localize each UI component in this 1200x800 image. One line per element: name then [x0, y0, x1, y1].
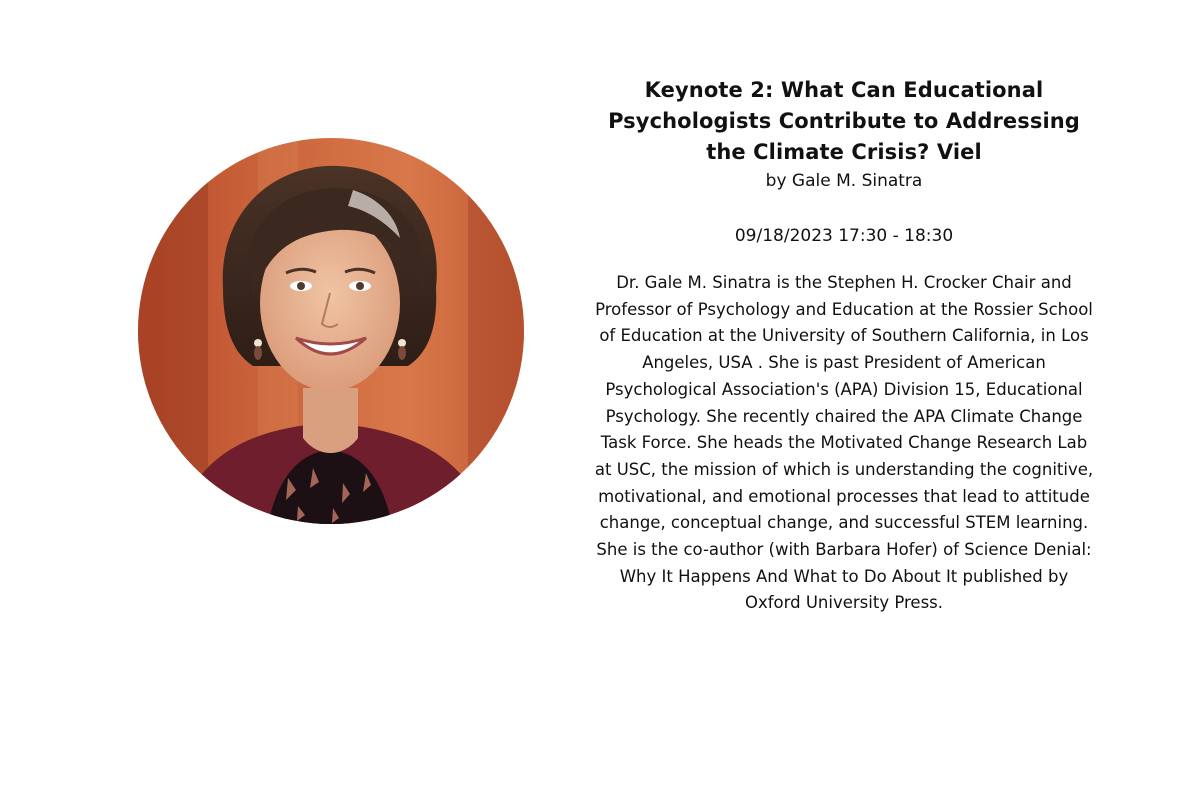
keynote-title: Keynote 2: What Can Educational Psychologists Contribute to Addressing the Climate Crisis? Viel — [608, 78, 1080, 164]
keynote-info — [594, 75, 1094, 617]
speaker-bio: Dr. Gale M. Sinatra is the Stephen H. Crocker Chair and Professor of Psychology and Education at the Rossier School of Education at the University of Southern California, in Los Angeles, USA . She is past President of American Psychological Association's (APA) Division 15, Educational Psychology. She recently chaired the APA Climate Change Task Force. She heads the Motivated Change Research Lab at USC, the mission of which is understanding the cognitive, motivational, and emotional processes that lead to attitude change, conceptual change, and successful STEM learning. She is the co-author (with Barbara Hofer) of Science Denial: Why It Happens And What to Do About It published by Oxford University Press. — [594, 273, 1094, 613]
speaker-photo — [138, 138, 524, 524]
keynote-datetime: 09/18/2023 17:30 - 18:30 — [734, 226, 954, 246]
speaker-portrait-illustration — [138, 138, 524, 524]
speaker-name: by Gale M. Sinatra — [765, 171, 923, 191]
